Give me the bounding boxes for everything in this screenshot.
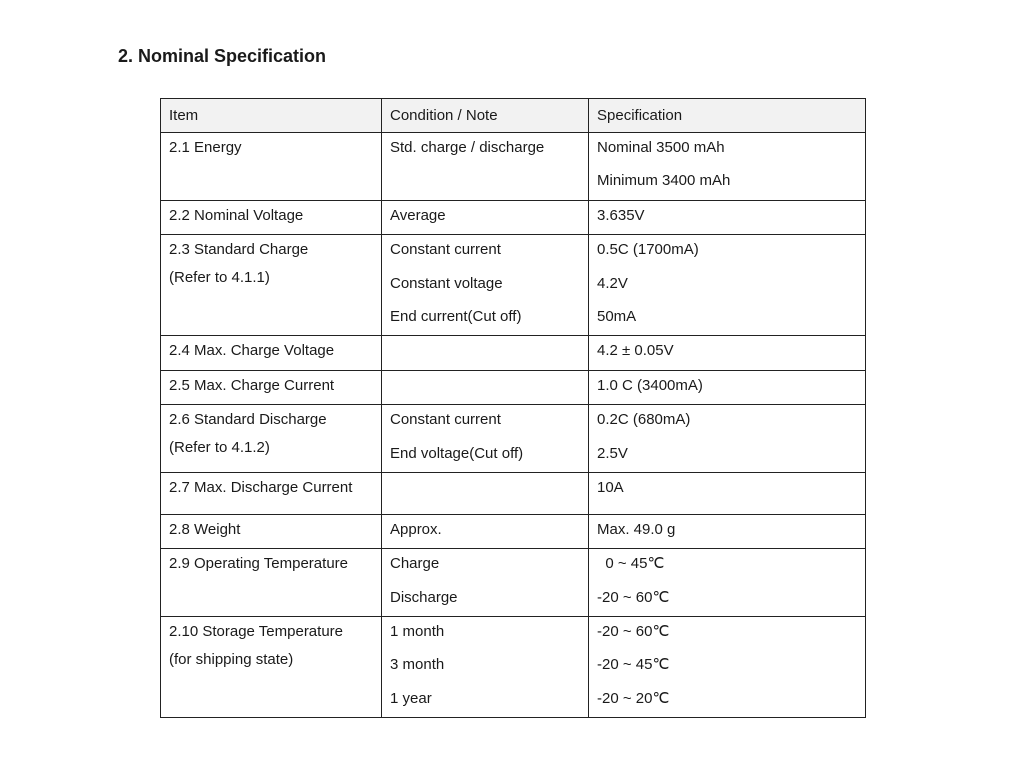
condition-text — [390, 473, 580, 506]
item-text: 2.5 Max. Charge Current — [169, 376, 335, 394]
spec-text: Nominal 3500 mAh — [597, 139, 725, 156]
item-text: 2.1 Energy — [169, 139, 242, 156]
item-cell — [161, 200, 382, 234]
condition-text: Charge — [390, 555, 440, 573]
condition-text — [390, 166, 580, 199]
table-row — [161, 200, 866, 234]
header-specification: Specification — [589, 99, 866, 133]
spec-cell — [589, 472, 866, 514]
condition-text: Average — [390, 206, 446, 224]
item-cell — [161, 514, 382, 548]
condition-text: Constant voltage — [390, 274, 503, 292]
spec-cell — [589, 133, 866, 201]
item-text: 2.6 Standard Discharge — [169, 411, 327, 429]
condition-text: Std. charge / discharge — [390, 139, 545, 156]
header-item: Item — [161, 99, 382, 133]
spec-cell — [589, 200, 866, 234]
spec-text: -20 ~ 60℃ — [597, 623, 670, 641]
spec-cell — [589, 617, 866, 718]
item-text: 2.10 Storage Temperature — [169, 623, 344, 641]
table-row — [161, 617, 866, 718]
spec-cell — [589, 405, 866, 473]
condition-text — [390, 336, 580, 369]
table-row — [161, 133, 866, 201]
spec-cell — [589, 549, 866, 617]
specification-table — [160, 98, 866, 718]
table-row — [161, 514, 866, 548]
spec-text: 10A — [597, 478, 624, 496]
spec-text: 1.0 C (3400mA) — [597, 376, 703, 394]
table-row — [161, 405, 866, 473]
item-text: 2.9 Operating Temperature — [169, 555, 348, 573]
item-cell — [161, 617, 382, 718]
spec-text: -20 ~ 20℃ — [597, 689, 670, 707]
spec-cell — [589, 370, 866, 404]
condition-cell — [382, 472, 589, 514]
item-cell — [161, 405, 382, 473]
item-text: (Refer to 4.1.1) — [169, 269, 270, 287]
condition-cell — [382, 549, 589, 617]
table-body — [161, 133, 866, 718]
spec-text: 0.5C (1700mA) — [597, 241, 699, 259]
item-cell — [161, 336, 382, 370]
condition-text: End voltage(Cut off) — [390, 444, 524, 462]
item-cell — [161, 549, 382, 617]
table-row — [161, 235, 866, 336]
condition-text: 1 year — [390, 689, 432, 707]
condition-text: End current(Cut off) — [390, 307, 522, 325]
spec-text: 2.5V — [597, 444, 628, 462]
spec-text: Minimum 3400 mAh — [597, 172, 731, 190]
item-cell — [161, 370, 382, 404]
condition-cell — [382, 200, 589, 234]
spec-cell — [589, 235, 866, 336]
condition-cell — [382, 133, 589, 201]
condition-text: Constant current — [390, 411, 501, 429]
spec-cell — [589, 336, 866, 370]
condition-cell — [382, 617, 589, 718]
spec-text: 3.635V — [597, 206, 645, 224]
condition-cell — [382, 336, 589, 370]
table-row — [161, 370, 866, 404]
table-row — [161, 472, 866, 514]
condition-text: Approx. — [390, 520, 442, 538]
item-text: 2.4 Max. Charge Voltage — [169, 342, 335, 360]
condition-cell — [382, 514, 589, 548]
table-row — [161, 336, 866, 370]
condition-cell — [382, 370, 589, 404]
table-row — [161, 549, 866, 617]
spec-text: 0.2C (680mA) — [597, 411, 691, 429]
item-text: (Refer to 4.1.2) — [169, 439, 270, 457]
condition-text: 3 month — [390, 656, 445, 674]
item-text: 2.2 Nominal Voltage — [169, 206, 304, 224]
spec-text: 50mA — [597, 307, 637, 325]
item-text: (for shipping state) — [169, 651, 294, 669]
header-condition: Condition / Note — [382, 99, 589, 133]
page-title: 2. Nominal Specification — [118, 46, 327, 66]
spec-text: 0 ~ 45℃ — [597, 555, 665, 573]
item-text: 2.8 Weight — [169, 520, 241, 538]
spec-text: 4.2V — [597, 274, 628, 292]
spec-text: Max. 49.0 g — [597, 520, 676, 538]
condition-text: Discharge — [390, 588, 458, 606]
spec-text: 4.2 ± 0.05V — [597, 342, 674, 360]
spec-cell — [589, 514, 866, 548]
item-text: 2.7 Max. Discharge Current — [169, 478, 353, 496]
condition-cell — [382, 235, 589, 336]
item-cell — [161, 133, 382, 201]
item-cell — [161, 472, 382, 514]
condition-text — [390, 371, 580, 404]
condition-text: 1 month — [390, 623, 445, 641]
item-cell — [161, 235, 382, 336]
spec-text: -20 ~ 45℃ — [597, 656, 670, 674]
item-text: 2.3 Standard Charge — [169, 241, 309, 259]
condition-text: Constant current — [390, 241, 501, 259]
spec-text: -20 ~ 60℃ — [597, 588, 670, 606]
condition-cell — [382, 405, 589, 473]
table-header-row — [161, 99, 866, 133]
